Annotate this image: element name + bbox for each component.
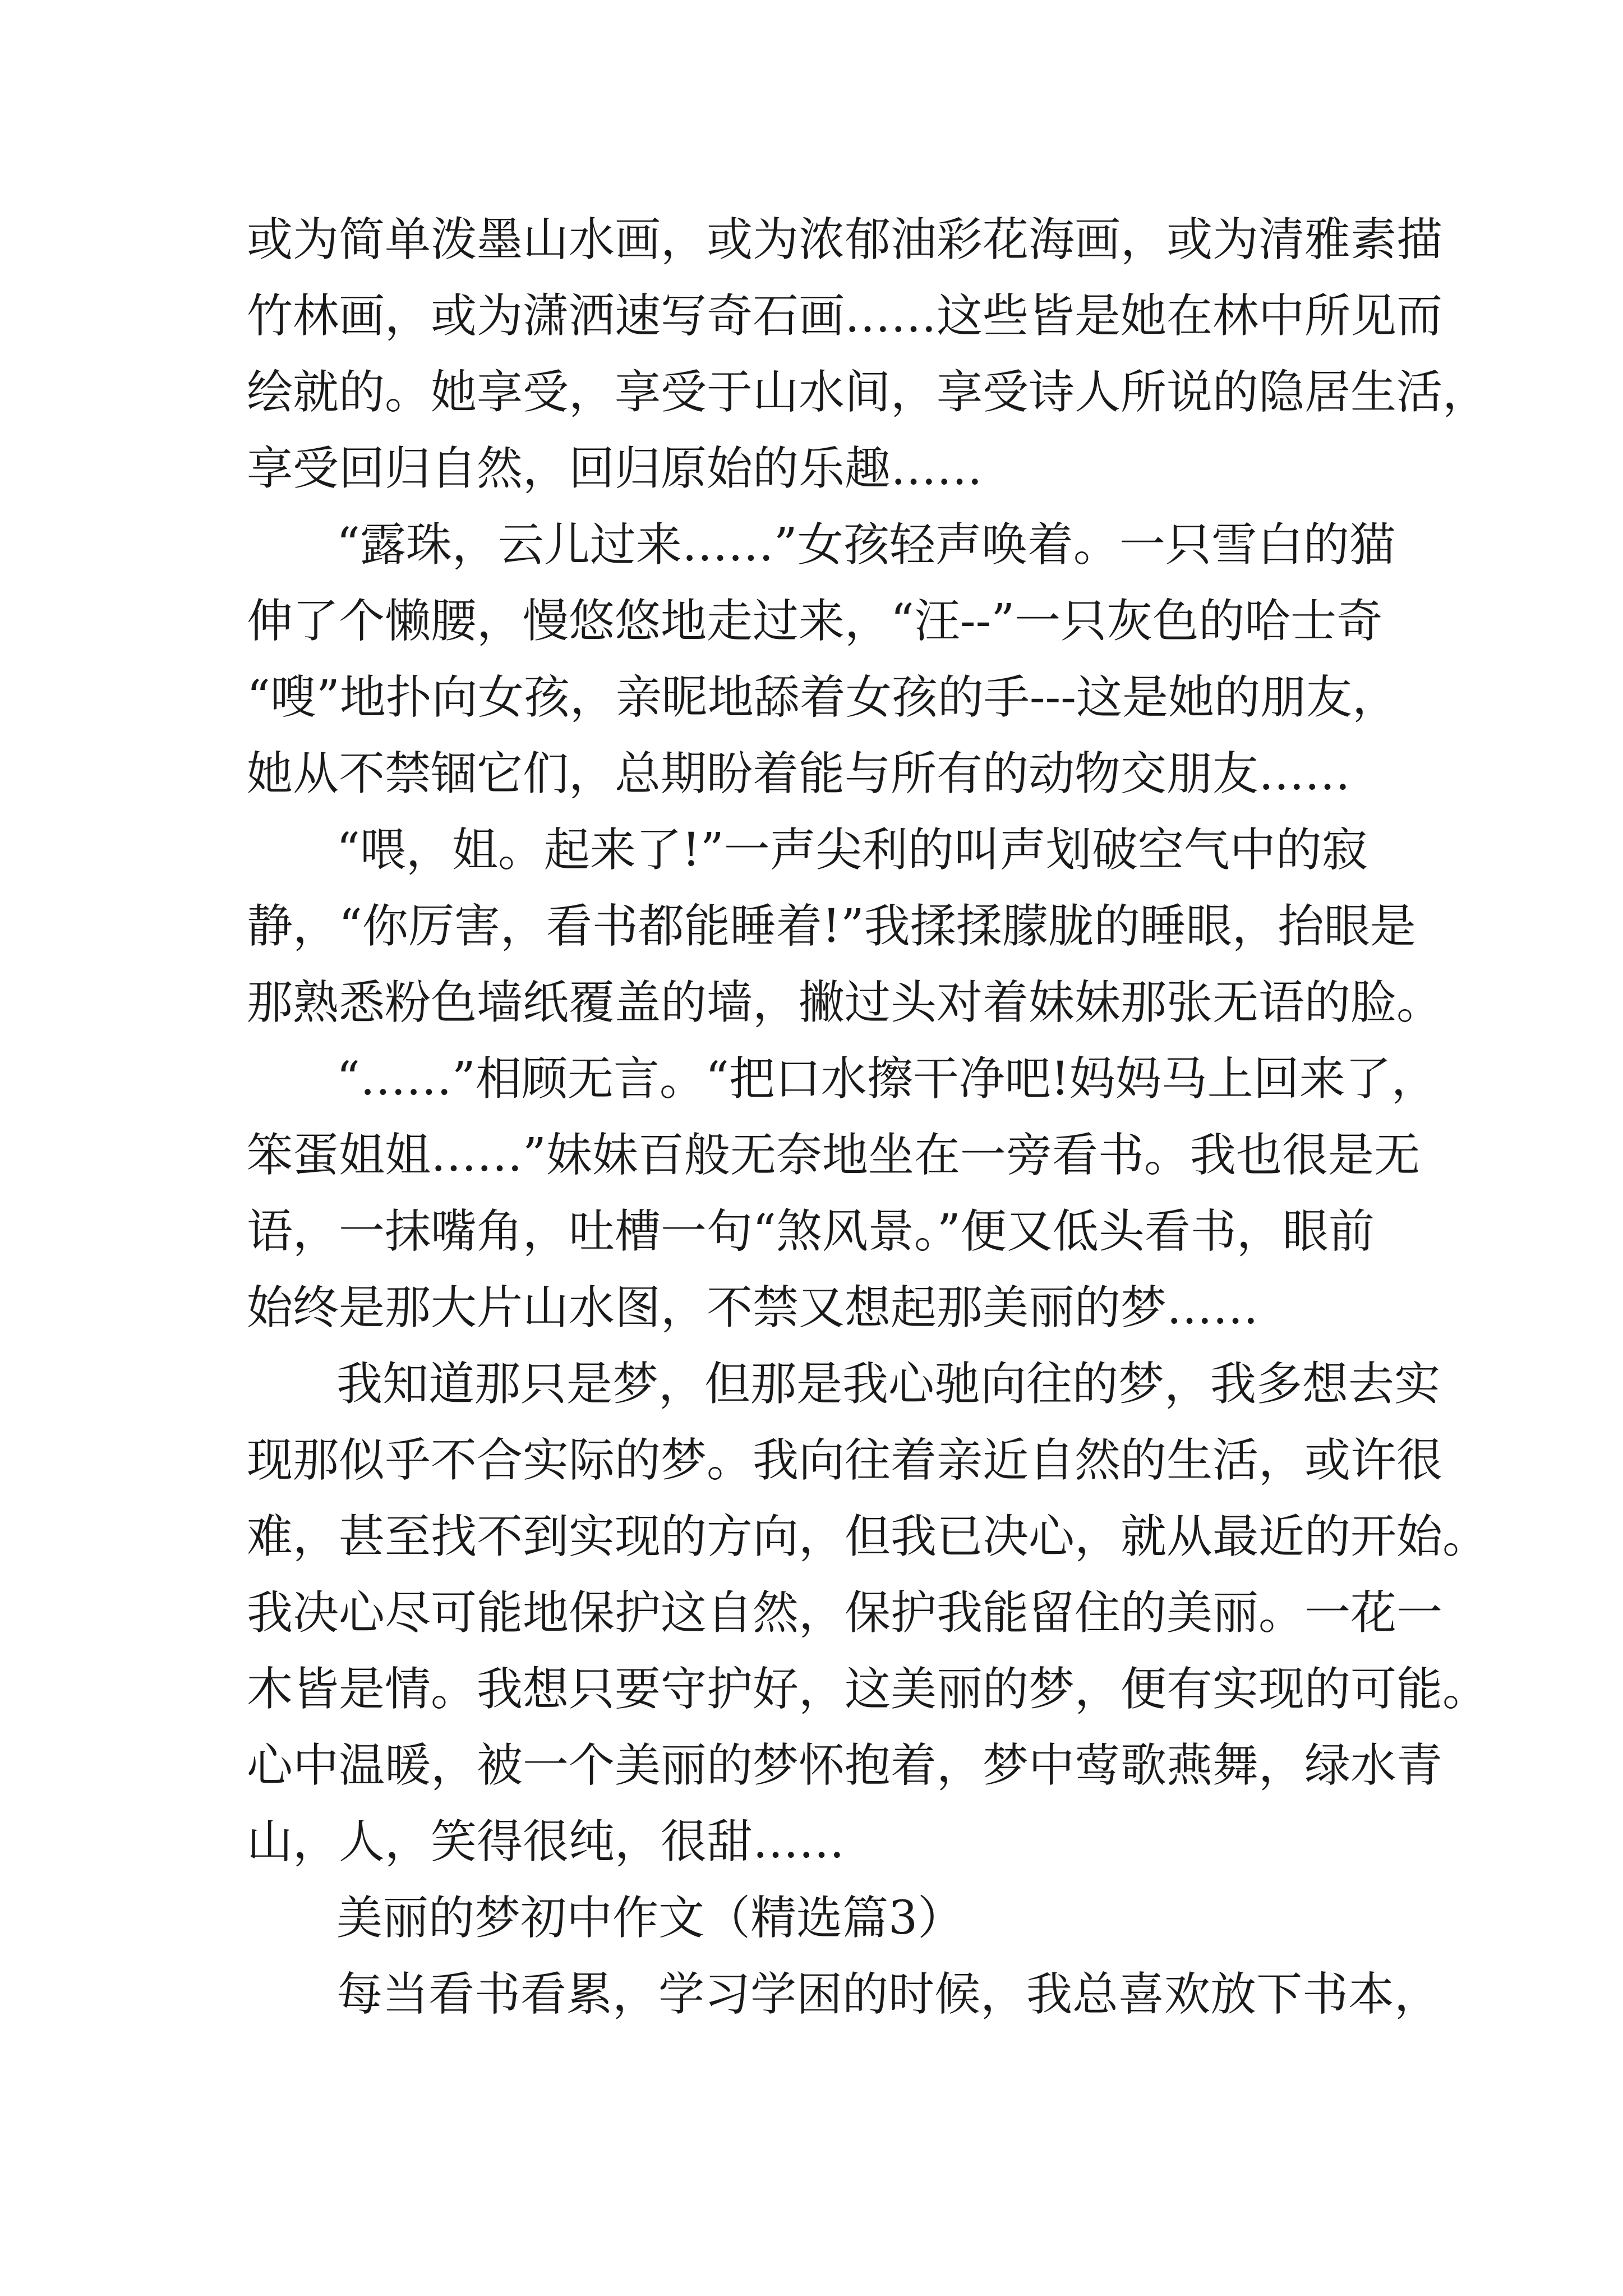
text-line: 我决心尽可能地保护这自然，保护我能留住的美丽。一花一 <box>247 1586 1443 1640</box>
text-line: 心中温暖，被一个美丽的梦怀抱着，梦中莺歌燕舞，绿水青 <box>247 1739 1443 1792</box>
text-line: 那熟悉粉色墙纸覆盖的墙，撇过头对着妹妹那张无语的脸。 <box>247 976 1443 1029</box>
paragraph-first-line: “喂，姐。起来了!”一声尖利的叫声划破空气中的寂 <box>336 823 1368 877</box>
paragraph-first-line: 我知道那只是梦，但那是我心驰向往的梦，我多想去实 <box>336 1358 1441 1411</box>
text-line: 现那似乎不合实际的梦。我向往着亲近自然的生活，或许很 <box>247 1434 1443 1487</box>
text-line: 木皆是情。我想只要守护好，这美丽的梦，便有实现的可能。 <box>247 1663 1489 1716</box>
text-line: 难，甚至找不到实现的方向，但我已决心，就从最近的开始。 <box>247 1510 1489 1563</box>
text-line: 享受回归自然，回归原始的乐趣…… <box>247 442 983 495</box>
text-line: 伸了个懒腰，慢悠悠地走过来，“汪--”一只灰色的哈士奇 <box>247 595 1383 648</box>
text-line: “嗖”地扑向女孩，亲昵地舔着女孩的手---这是她的朋友， <box>247 671 1398 724</box>
text-line: 竹林画，或为潇洒速写奇石画……这些皆是她在林中所见而 <box>247 289 1443 343</box>
document-body <box>247 202 1489 2033</box>
text-line: 或为简单泼墨山水画，或为浓郁油彩花海画，或为清雅素描 <box>247 213 1443 266</box>
text-line: 静，“你厉害，看书都能睡着!”我揉揉朦胧的睡眼，抬眼是 <box>247 900 1416 953</box>
text-line: 始终是那大片山水图，不禁又想起那美丽的梦…… <box>247 1281 1259 1335</box>
text-line: 笨蛋姐姐……”妹妹百般无奈地坐在一旁看书。我也很是无 <box>247 1129 1420 1182</box>
paragraph-first-line: 每当看书看累，学习学困的时候，我总喜欢放下书本， <box>336 1968 1441 2021</box>
text-line: 绘就的。她享受，享受于山水间，享受诗人所说的隐居生活， <box>247 366 1489 419</box>
text-line: 语，一抹嘴角，吐槽一句“煞风景。”便又低头看书，眼前 <box>247 1205 1375 1258</box>
paragraph-first-line: “……”相顾无言。“把口水擦干净吧!妈妈马上回来了， <box>336 1052 1437 1106</box>
text-line: 山，人，笑得很纯，很甜…… <box>247 1815 845 1869</box>
text-line: 她从不禁锢它们，总期盼着能与所有的动物交朋友…… <box>247 747 1351 800</box>
paragraph-first-line: “露珠，云儿过来……”女孩轻声唤着。一只雪白的猫 <box>336 518 1395 572</box>
section-heading: 美丽的梦初中作文（精选篇3） <box>336 1892 964 1945</box>
